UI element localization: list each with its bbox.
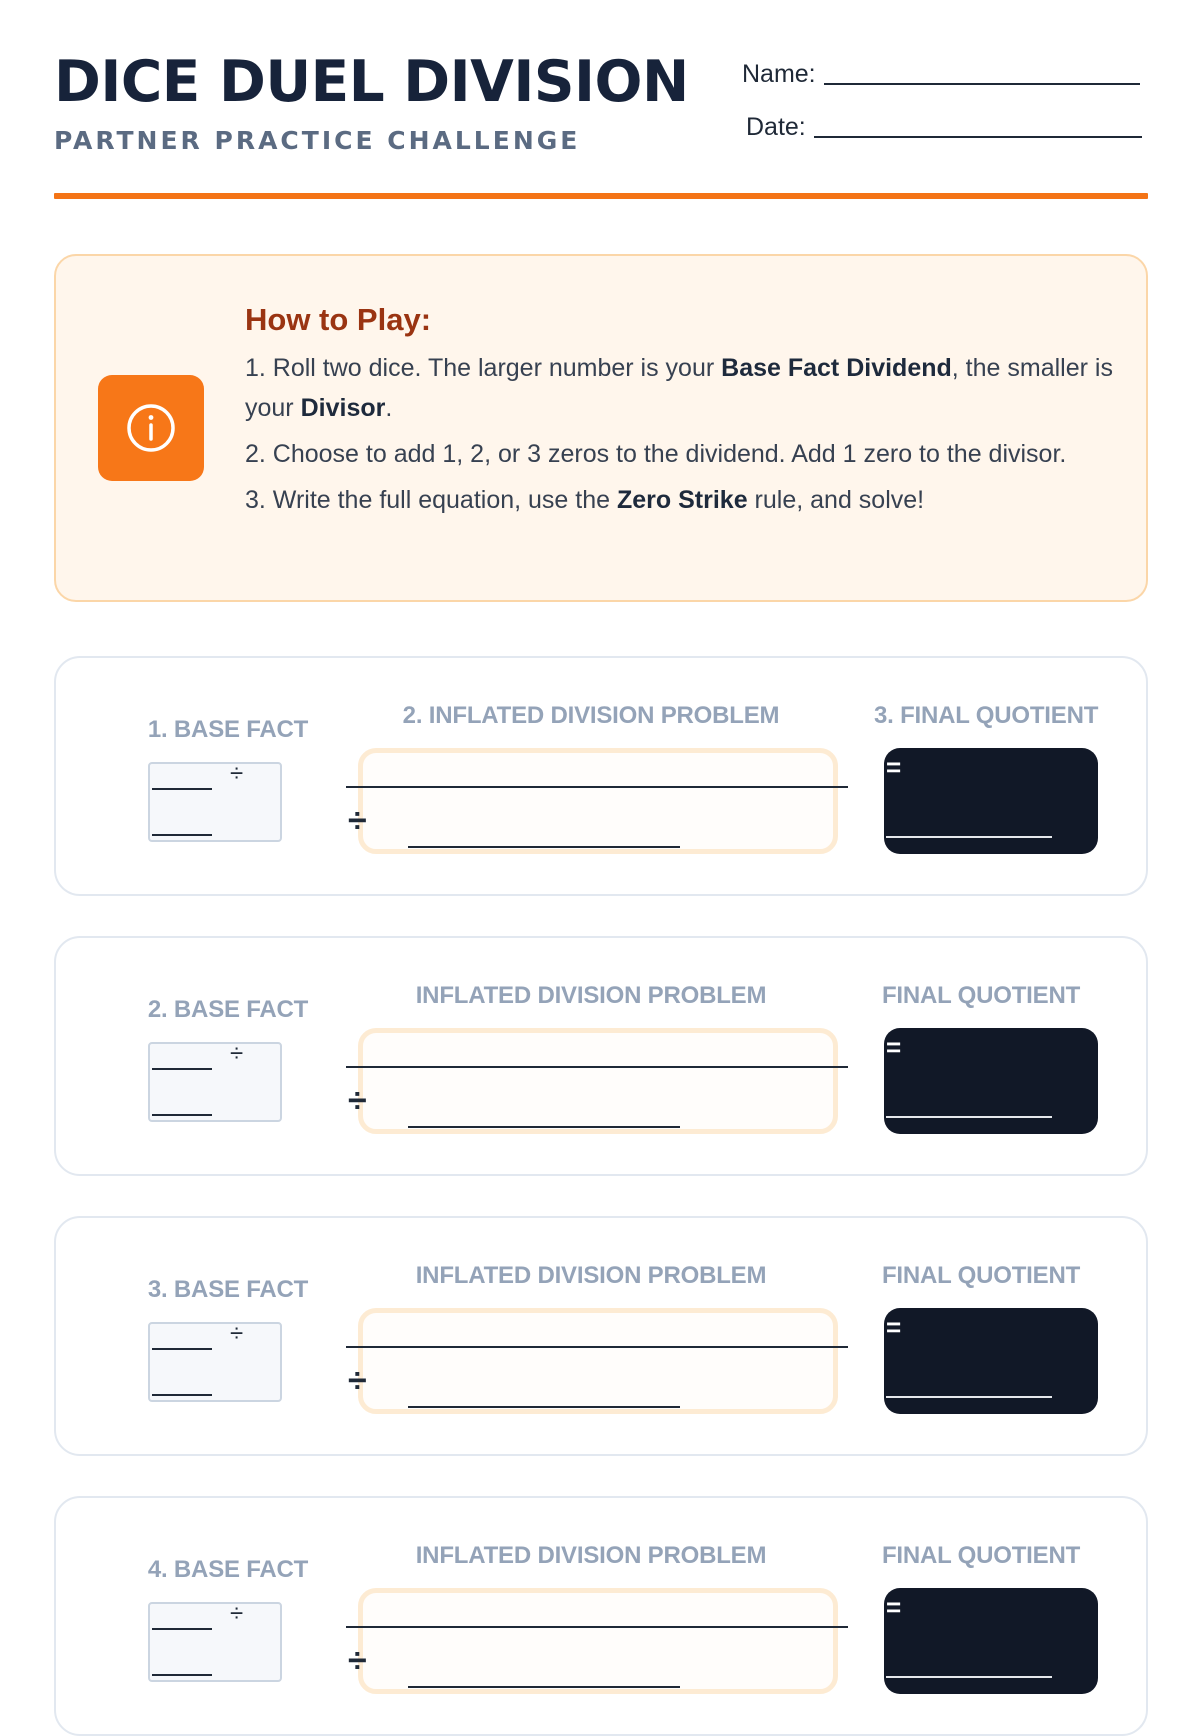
divide-symbol: ÷: [230, 760, 244, 787]
final-quotient-box[interactable]: [884, 1588, 1098, 1694]
base-fact-label: 2. BASE FACT: [147, 996, 309, 1023]
info-icon: [125, 402, 177, 454]
inflated-divisor-blank[interactable]: [408, 1126, 680, 1128]
instruction-step-2: 2. Choose to add 1, 2, or 3 zeros to the dividend. Add 1 zero to the divisor.: [245, 440, 1067, 468]
divide-symbol: ÷: [230, 1040, 244, 1067]
instruction-step-3: 3. Write the full equation, use the Zero Strike rule, and solve!: [245, 486, 925, 514]
base-fact-label: 3. BASE FACT: [147, 1276, 309, 1303]
dividend-blank[interactable]: [152, 1628, 212, 1630]
final-quotient-label: FINAL QUOTIENT: [881, 982, 1081, 1009]
divide-symbol: ÷: [348, 1642, 367, 1680]
answer-blank[interactable]: [886, 1396, 1052, 1398]
divide-symbol: ÷: [348, 1362, 367, 1400]
divide-symbol: ÷: [348, 802, 367, 840]
inflated-problem-label: INFLATED DIVISION PROBLEM: [415, 1262, 767, 1289]
instruction-list: [245, 348, 1125, 526]
answer-blank[interactable]: [886, 836, 1052, 838]
equals-symbol: =: [886, 1312, 902, 1342]
problem-card: [54, 1496, 1148, 1736]
equals-symbol: =: [886, 1592, 902, 1622]
final-quotient-label: FINAL QUOTIENT: [881, 1262, 1081, 1289]
divisor-blank[interactable]: [152, 1674, 212, 1676]
problem-card: [54, 656, 1148, 896]
inflated-problem-box[interactable]: [358, 1308, 838, 1414]
base-fact-box[interactable]: [148, 1602, 282, 1682]
base-fact-label: 4. BASE FACT: [147, 1556, 309, 1583]
inflated-problem-label: 2. INFLATED DIVISION PROBLEM: [402, 702, 780, 729]
answer-blank[interactable]: [886, 1676, 1052, 1678]
divisor-blank[interactable]: [152, 1394, 212, 1396]
date-label: Date:: [746, 113, 806, 141]
divide-symbol: ÷: [230, 1320, 244, 1347]
inflated-problem-label: INFLATED DIVISION PROBLEM: [415, 982, 767, 1009]
divide-symbol: ÷: [230, 1600, 244, 1627]
dividend-line[interactable]: [346, 1066, 848, 1068]
dividend-line[interactable]: [346, 1346, 848, 1348]
dividend-blank[interactable]: [152, 1348, 212, 1350]
header-divider: [54, 193, 1148, 199]
base-fact-box[interactable]: [148, 1042, 282, 1122]
how-to-play-panel: [54, 254, 1148, 602]
worksheet-title: DICE DUEL DIVISION: [54, 49, 689, 115]
name-field: [742, 60, 1140, 89]
worksheet-subtitle: PARTNER PRACTICE CHALLENGE: [54, 126, 581, 155]
inflated-divisor-blank[interactable]: [408, 846, 680, 848]
date-blank: [814, 135, 1142, 138]
name-label: Name:: [742, 60, 816, 88]
name-blank: [824, 82, 1140, 85]
final-quotient-label: 3. FINAL QUOTIENT: [874, 702, 1099, 729]
inflated-problem-box[interactable]: [358, 1588, 838, 1694]
how-to-play-title: How to Play:: [245, 302, 432, 337]
info-icon-tile: [98, 375, 204, 481]
final-quotient-box[interactable]: [884, 748, 1098, 854]
inflated-divisor-blank[interactable]: [408, 1686, 680, 1688]
problem-card: [54, 1216, 1148, 1456]
instruction-step-1: 1. Roll two dice. The larger number is your Base Fact Dividend, the smaller is your Divisor.: [245, 354, 1113, 422]
divisor-blank[interactable]: [152, 1114, 212, 1116]
equals-symbol: =: [886, 1032, 902, 1062]
base-fact-label: 1. BASE FACT: [147, 716, 309, 743]
dividend-line[interactable]: [346, 786, 848, 788]
inflated-problem-label: INFLATED DIVISION PROBLEM: [415, 1542, 767, 1569]
base-fact-box[interactable]: [148, 762, 282, 842]
inflated-problem-box[interactable]: [358, 748, 838, 854]
problem-card: [54, 936, 1148, 1176]
date-field: [746, 113, 1142, 142]
dividend-line[interactable]: [346, 1626, 848, 1628]
divisor-blank[interactable]: [152, 834, 212, 836]
base-fact-box[interactable]: [148, 1322, 282, 1402]
divide-symbol: ÷: [348, 1082, 367, 1120]
answer-blank[interactable]: [886, 1116, 1052, 1118]
dividend-blank[interactable]: [152, 788, 212, 790]
final-quotient-label: FINAL QUOTIENT: [881, 1542, 1081, 1569]
equals-symbol: =: [886, 752, 902, 782]
dividend-blank[interactable]: [152, 1068, 212, 1070]
final-quotient-box[interactable]: [884, 1028, 1098, 1134]
inflated-divisor-blank[interactable]: [408, 1406, 680, 1408]
final-quotient-box[interactable]: [884, 1308, 1098, 1414]
inflated-problem-box[interactable]: [358, 1028, 838, 1134]
